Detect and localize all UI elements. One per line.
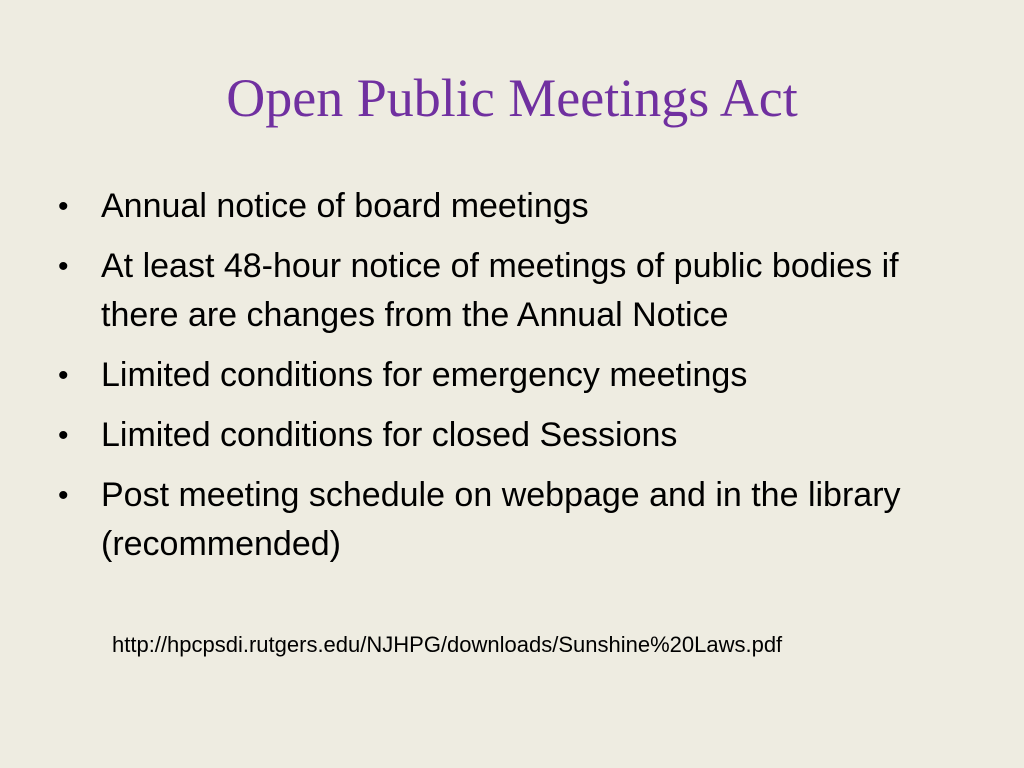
bullet-dot-icon: • [58,190,69,223]
source-link[interactable]: http://hpcpsdi.rutgers.edu/NJHPG/downloads/Sunshine%20Laws.pdf [112,632,783,657]
bullet-dot-icon: • [58,250,69,283]
bullet-item [56,411,976,460]
bullet-text: At least 48-hour notice of meetings of public bodies if there are changes from the Annual Notice [101,247,899,334]
slide-title: Open Public Meetings Act [226,68,798,128]
bullet-text: Limited conditions for closed Sessions [101,416,678,454]
bullet-dot-icon: • [58,419,69,452]
bullet-text: Annual notice of board meetings [101,187,589,225]
bullet-list [56,182,976,580]
bullet-text: Post meeting schedule on webpage and in the library (recommended) [101,476,901,563]
bullet-dot-icon: • [58,359,69,392]
bullet-item [56,351,976,400]
bullet-item [56,182,976,231]
bullet-dot-icon: • [58,479,69,512]
bullet-item [56,242,976,340]
bullet-item [56,471,976,569]
bullet-text: Limited conditions for emergency meetings [101,356,748,394]
